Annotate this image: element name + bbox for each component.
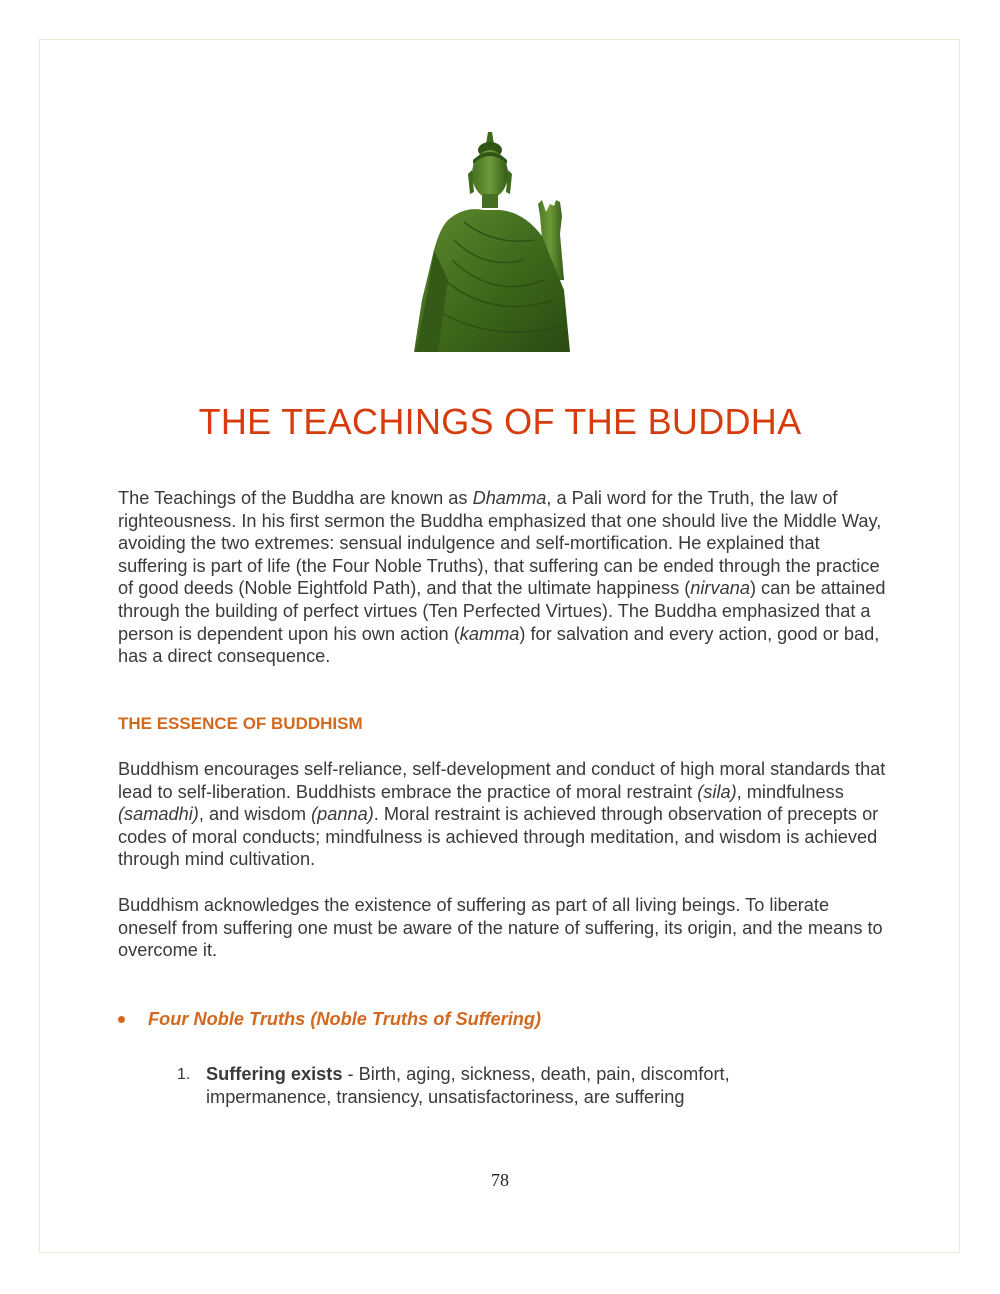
buddha-statue-image xyxy=(414,130,580,352)
list-item-title: Suffering exists xyxy=(206,1064,343,1084)
term-samadhi: (samadhi) xyxy=(118,804,199,825)
bullet-dot-icon xyxy=(118,1016,125,1023)
list-item xyxy=(177,1063,837,1108)
section-heading-essence: THE ESSENCE OF BUDDHISM xyxy=(118,714,363,733)
term-dhamma: Dhamma xyxy=(472,488,547,508)
bullet-label: Four Noble Truths (Noble Truths of Suffering) xyxy=(148,1009,542,1029)
term-nirvana: nirvana xyxy=(690,578,750,599)
intro-paragraph: The Teachings of the Buddha are known as Dhamma, a Pali word for the Truth, the law of righteousness. In his first sermon the Buddha emphasized that one should live the Middle Way, avoiding the two extremes: sensual indulgence and self-mortification. He explained that suffering is part of life (the Four Noble Truths), that suffering can be ended through the practice of good deeds (Noble Eightfold Path), and that the ultimate happiness (nirvana) can be attained through the building of perfect virtues (Ten Perfected Virtues). The Buddha emphasized that a person is dependent upon his own action (kamma) for salvation and every action, good or bad, has a direct consequence. xyxy=(118,488,886,667)
term-kamma: kamma xyxy=(459,623,520,644)
essence-paragraph-1: Buddhism encourages self-reliance, self-development and conduct of high moral standards that lead to self-liberation. Buddhists embrace the practice of moral restraint (sila), mindfulness (samadhi), and wisdom (panna). Moral restraint is achieved through observation of precepts or codes of moral conducts; mindfulness is achieved through meditation, and wisdom is achieved through mind cultivation. xyxy=(118,759,886,870)
essence-paragraph-2: Buddhism acknowledges the existence of suffering as part of all living beings. To liberate oneself from suffering one must be aware of the nature of suffering, its origin, and the means to overcome it. xyxy=(118,895,883,961)
page-title: THE TEACHINGS OF THE BUDDHA xyxy=(198,401,802,442)
term-panna: (panna) xyxy=(311,804,374,825)
term-sila: (sila) xyxy=(697,781,737,802)
list-item-text: - Birth, aging, sickness, death, pain, discomfort, impermanence, transiency, unsatisfactoriness, are suffering xyxy=(206,1064,730,1107)
list-number: 1. xyxy=(177,1066,191,1083)
page-number: 78 xyxy=(491,1170,509,1190)
